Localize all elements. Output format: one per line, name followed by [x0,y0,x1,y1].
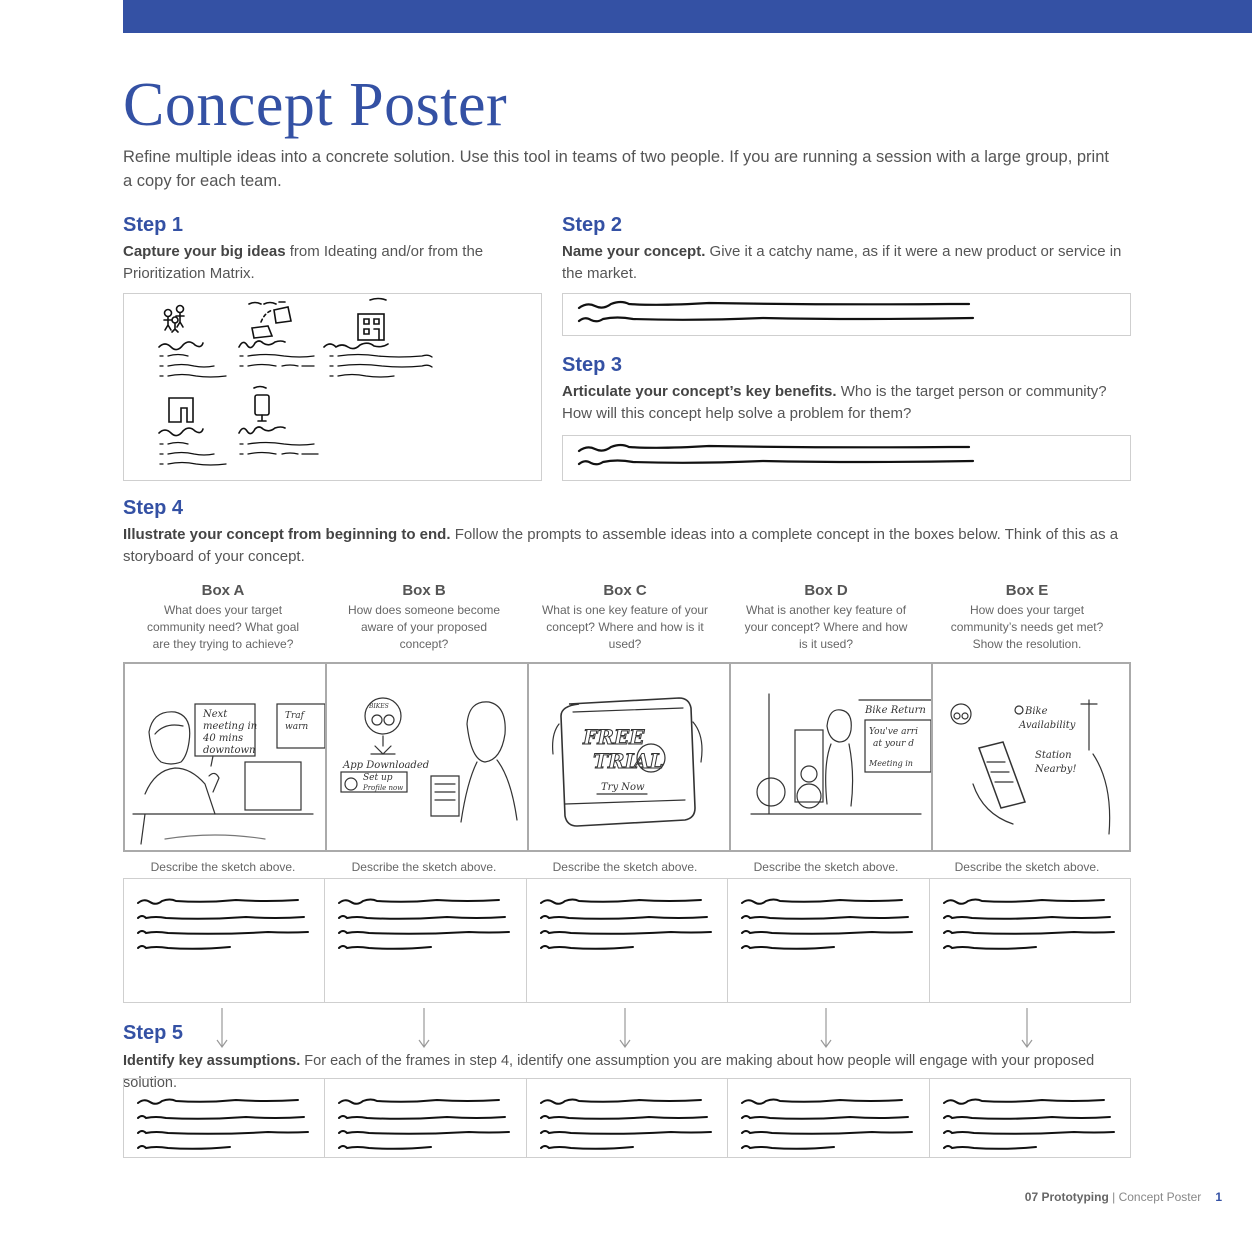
step3-text: Who is the target person or community? How will this concept help solve a problem for them? [562,383,1107,422]
sketch-d-text-3: at your d [873,739,915,749]
box-c-prompt: What is one key feature of your concept? Where and how is it used? [541,603,709,651]
sketch-c-text-2: TRIAL [593,749,664,773]
sketch-a-text-5: Traf [285,711,305,721]
handwriting-scribble [930,879,1126,959]
kiosk-icon [169,398,193,422]
box-d-description[interactable] [728,879,929,1002]
box-c-describe-label: Describe the sketch above. [552,860,698,874]
sketch-a-text-4: downtown [203,745,256,756]
step2-heading: Step 2 [562,214,623,236]
handwriting-scribble [527,1079,723,1155]
sketch-b-text-4: Profile now [363,784,404,792]
step3-bold: Articulate your concept’s key benefits. [562,383,837,400]
down-arrow-icon [1020,1008,1034,1050]
sketch-app-download [327,664,527,850]
bike-path-icon [249,302,291,338]
sketch-a-text-1: Next [203,709,228,720]
box-e-title: Box E [1005,582,1049,599]
handwriting-scribble [325,879,521,959]
step3-heading: Step 3 [562,354,623,376]
box-d-title: Box D [804,582,848,599]
sketch-b-text-3: Set up [363,773,393,783]
step1-ideas-box[interactable] [123,293,542,481]
building-icon [358,299,386,341]
sketch-e-text-2: Availability [1019,720,1076,731]
footer-page-number: 1 [1215,1190,1222,1204]
sketch-bike-return [731,664,931,850]
sketch-a-text-3: 40 mins [203,733,244,744]
sketch-d-text-4: Meeting in [869,759,913,768]
box-d-assumption[interactable] [728,1079,929,1157]
footer-separator: | [1108,1190,1119,1204]
people-icon [164,306,184,333]
page-title: Concept Poster [123,71,508,139]
box-a-describe-label: Describe the sketch above. [150,860,296,874]
handwriting-scribble [728,879,924,959]
box-b-sketch[interactable] [327,664,529,850]
sketch-d-text-2: You've arri [869,727,918,737]
box-c-assumption[interactable] [527,1079,728,1157]
step5-text: For each of the frames in step 4, identify one assumption you are making about how people will engage with your proposed solution. [123,1053,1095,1091]
handwriting-scribble [527,879,723,959]
footer-section: 07 Prototyping [1024,1190,1109,1204]
box-e-header [927,582,1127,653]
box-c-sketch[interactable] [529,664,731,850]
step2-description [562,241,1132,285]
box-d-sketch[interactable] [731,664,933,850]
down-arrow-icon [618,1008,632,1050]
step1-description [123,241,523,285]
step4-heading: Step 4 [123,497,184,519]
intro-text: Refine multiple ideas into a concrete solution. Use this tool in teams of two people. If you are running a session with a large group, print a copy for each team. [123,148,1109,190]
handwriting-scribble [124,879,320,959]
box-a-header [123,582,323,653]
step1-text: from Ideating and/or from the Prioritization Matrix. [123,243,484,282]
handwriting-scribble [930,1079,1126,1155]
box-a-sketch[interactable] [125,664,327,850]
box-b-title: Box B [402,582,446,599]
key-benefits-box[interactable] [562,435,1131,481]
box-c-description[interactable] [527,879,728,1002]
sketch-b-text-2: App Downloaded [343,760,430,771]
step4-bold: Illustrate your concept from beginning to end. [123,526,451,543]
box-d-header [726,582,926,653]
box-e-prompt: How does your target community’s needs get met? Show the resolution. [950,603,1104,651]
storyboard-description-row [123,878,1131,1003]
concept-name-scribble [563,294,1129,334]
key-benefits-scribble [563,436,1129,479]
sketch-c-text-1: FREE [583,725,645,749]
box-d-describe-label: Describe the sketch above. [753,860,899,874]
step5-heading: Step 5 [123,1022,184,1044]
storyboard-sketch-row [123,662,1131,852]
box-e-describe-label: Describe the sketch above. [954,860,1100,874]
down-arrow-icon [819,1008,833,1050]
box-c-title: Box C [603,582,647,599]
sketch-b-text-1: BIKES [369,703,389,710]
footer-page-name: Concept Poster [1118,1190,1202,1204]
box-d-prompt: What is another key feature of your concept? Where and how is it used? [744,603,908,651]
box-e-assumption[interactable] [930,1079,1130,1157]
sketch-e-text-3: Station [1035,750,1072,761]
handwriting-scribble [325,1079,521,1155]
step2-text: Give it a catchy name, as if it were a new product or service in the market. [562,243,1122,282]
step1-heading: Step 1 [123,214,184,236]
box-a-description[interactable] [124,879,325,1002]
step4-text: Follow the prompts to assemble ideas into a complete concept in the boxes below. Think of this as a storyboard of your concept. [123,526,1119,565]
phone-icon [254,387,269,422]
ideas-sketch [124,294,540,479]
handwriting-scribble [728,1079,924,1155]
sketch-free-trial-phone [529,664,729,850]
box-c-header [525,582,725,653]
sketch-e-text-1: Bike [1025,706,1048,717]
box-b-prompt: How does someone become aware of your proposed concept? [347,603,501,651]
sketch-bike-availability [933,664,1133,850]
box-b-describe-label: Describe the sketch above. [351,860,497,874]
sketch-e-text-4: Nearby! [1035,764,1077,775]
box-a-prompt: What does your target community need? What goal are they trying to achieve? [146,603,300,651]
down-arrow-icon [215,1008,229,1050]
step4-description [123,524,1123,568]
down-arrow-icon [417,1008,431,1050]
box-e-sketch[interactable] [933,664,1133,850]
box-a-assumption[interactable] [124,1079,325,1157]
step5-bold: Identify key assumptions. [123,1053,301,1069]
box-a-title: Box A [201,582,245,599]
assumptions-row [123,1078,1131,1158]
box-b-description[interactable] [325,879,526,1002]
step3-description [562,381,1132,425]
sketch-woman-at-desk [125,664,325,850]
sketch-d-text-1: Bike Return [865,705,926,716]
sketch-c-text-3: Try Now [601,782,645,793]
box-e-description[interactable] [930,879,1130,1002]
handwriting-scribble [124,1079,320,1155]
header-bar [123,0,1252,33]
sketch-a-text-6: warn [285,722,309,732]
box-b-header [324,582,524,653]
concept-name-box[interactable] [562,293,1131,336]
sketch-a-text-2: meeting in [203,721,258,732]
step1-bold: Capture your big ideas [123,243,286,260]
step2-bold: Name your concept. [562,243,706,260]
footer [1025,1190,1222,1204]
box-b-assumption[interactable] [325,1079,526,1157]
